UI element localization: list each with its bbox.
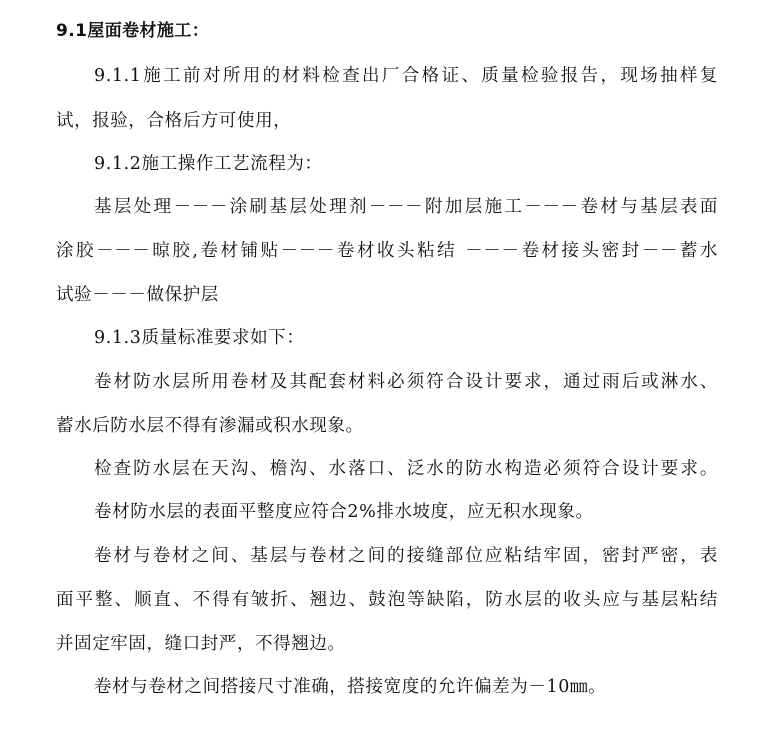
paragraph-line: 蓄水后防水层不得有渗漏或积水现象。 (56, 416, 364, 436)
section-title: 9.1屋面卷材施工： (56, 21, 210, 41)
subsection-title: 9.1.2施工操作工艺流程为： (94, 154, 323, 174)
paragraph-line: 卷材与卷材之间、基层与卷材之间的接缝部位应粘结牢固，密封严密，表 (94, 546, 718, 566)
paragraph-line: 并固定牢固，缝口封严，不得翘边。 (56, 634, 346, 654)
paragraph-line: 试验－－－做保护层 (56, 285, 219, 305)
paragraph-line: 涂胶－－－晾胶,卷材铺贴－－－卷材收头粘结 －－－卷材接头密封－－蓄水 (56, 241, 718, 261)
paragraph-line: 基层处理－－－涂刷基层处理剂－－－附加层施工－－－卷材与基层表面 (94, 197, 718, 217)
subsection-title: 9.1.3质量标准要求如下： (94, 328, 305, 348)
paragraph-line: 检查防水层在天沟、檐沟、水落口、泛水的防水构造必须符合设计要求。 (94, 459, 718, 479)
paragraph-line: 试，报验，合格后方可使用， (56, 111, 292, 131)
paragraph-line: 9.1.1施工前对所用的材料检查出厂合格证、质量检验报告，现场抽样复 (94, 66, 718, 86)
paragraph-line: 卷材与卷材之间搭接尺寸准确，搭接宽度的允许偏差为－10㎜。 (94, 677, 607, 697)
paragraph-line: 卷材防水层的表面平整度应符合2%排水坡度，应无积水现象。 (94, 502, 594, 522)
paragraph-line: 面平整、顺直、不得有皱折、翘边、鼓泡等缺陷，防水层的收头应与基层粘结 (56, 590, 718, 610)
paragraph-line: 卷材防水层所用卷材及其配套材料必须符合设计要求，通过雨后或淋水、 (94, 372, 718, 392)
